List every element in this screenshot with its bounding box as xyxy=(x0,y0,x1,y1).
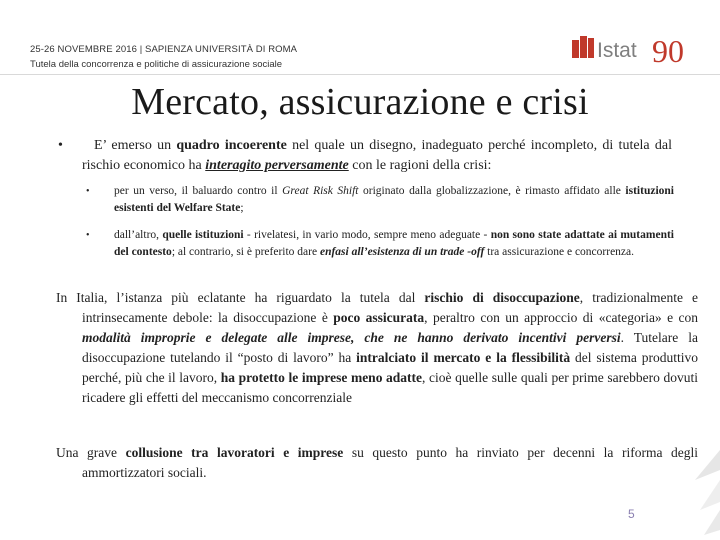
bullet-main-marker: • xyxy=(58,138,63,153)
istat-logo-mark-center xyxy=(580,36,587,58)
paragraph-italy: In Italia, l’istanza più eclatante ha riguardato la tutela dal rischio di disoccupazione, tradizionalmente e intrinsecamente debole: la disoccupazione è poco assicurata, peraltro con un approccio di «categoria» e con modalità improprie e delegate alle imprese, che ne hanno derivato incentivi perversi. Tutelare la disoccupazione tutelando il “posto di lavoro” ha intralciato il mercato e la flessibilità del sistema produttivo perché, più che il lavoro, ha protetto le imprese meno adatte, cioè quelle sulle quali per prime sarebbero dovuti ricadere gli effetti del meccanismo concorrenziale xyxy=(56,290,699,405)
istat-logo-mark-right xyxy=(588,38,594,58)
corner-decoration xyxy=(690,440,720,540)
sub-bullet-2-text: dall’altro, quelle istituzioni - rivelatesi, in vario modo, sempre meno adeguate - non sono state adattate ai mutamenti del contesto; al contrario, si è preferito dare enfasi all’esistenza di un trade -off tra assicurazione e concorrenza. xyxy=(114,229,674,258)
sub-bullet-2-marker: • xyxy=(86,230,90,241)
sub-bullet-1-marker: • xyxy=(86,186,90,197)
bullet-main-text: E’ emerso un quadro incoerente nel quale un disegno, inadeguato perché incompleto, di tutela dal rischio economico ha interagito perversamente con le ragioni della crisi: xyxy=(82,138,672,173)
istat-logo xyxy=(572,32,690,68)
header-subtitle: Tutela della concorrenza e politiche di assicurazione sociale xyxy=(30,59,283,70)
istat-logo-number: 90 xyxy=(652,33,684,68)
page-title: Mercato, assicurazione e crisi xyxy=(131,81,589,123)
sub-bullet-1-text: per un verso, il baluardo contro il Great Risk Shift originato dalla globalizzazione, è rimasto affidato alle istituzioni esistenti del Welfare State; xyxy=(114,185,674,214)
header-rule xyxy=(0,74,720,75)
paragraph-collusion: Una grave collusione tra lavoratori e imprese su questo punto ha rinviato per decenni la riforma degli ammortizzatori sociali. xyxy=(56,445,698,480)
header-date-venue: 25-26 NOVEMBRE 2016 | SAPIENZA UNIVERSITÀ DI ROMA xyxy=(30,44,298,55)
slide-number: 5 xyxy=(628,507,635,521)
istat-logo-mark-left xyxy=(572,40,579,58)
istat-logo-text: Istat xyxy=(597,39,637,62)
